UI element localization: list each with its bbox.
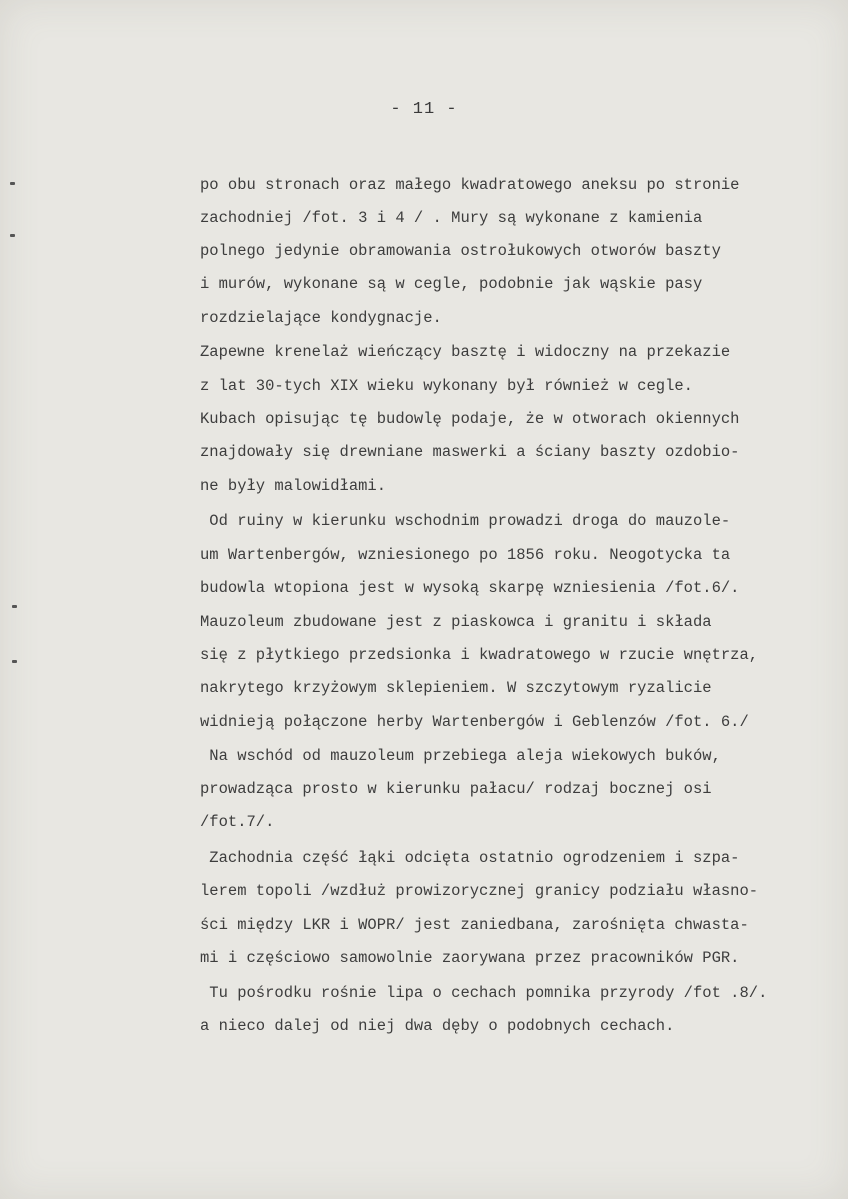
text-line: rozdzielające kondygnacje. [200,309,442,327]
margin-mark [10,182,15,185]
text-line: Mauzoleum zbudowane jest z piaskowca i granitu i składa [200,613,712,631]
text-line: po obu stronach oraz małego kwadratowego aneksu po stronie [200,176,740,194]
text-line: mi i częściowo samowolnie zaorywana przez pracowników PGR. [200,949,740,967]
text-line: nakrytego krzyżowym sklepieniem. W szczytowym ryzalicie [200,679,712,697]
text-line: budowla wtopiona jest w wysoką skarpę wzniesienia /fot.6/. [200,579,740,597]
margin-mark [12,660,17,663]
text-line: um Wartenbergów, wzniesionego po 1856 roku. Neogotycka ta [200,546,731,564]
margin-mark [10,234,15,237]
text-line: Kubach opisując tę budowlę podaje, że w otworach okiennych [200,410,740,428]
text-line: Tu pośrodku rośnie lipa o cechach pomnika przyrody /fot .8/. [200,984,768,1002]
text-line: Zachodnia część łąki odcięta ostatnio ogrodzeniem i szpa- [200,849,740,867]
text-line: zachodniej /fot. 3 i 4 / . Mury są wykonane z kamienia [200,209,703,227]
text-line: a nieco dalej od niej dwa dęby o podobnych cechach. [200,1017,675,1035]
text-line: Na wschód od mauzoleum przebiega aleja wiekowych buków, [200,747,721,765]
text-line: /fot.7/. [200,813,275,831]
text-line: lerem topoli /wzdłuż prowizorycznej granicy podziału własno- [200,882,759,900]
text-line: znajdowały się drewniane maswerki a ściany baszty ozdobio- [200,443,740,461]
text-line: ści między LKR i WOPR/ jest zaniedbana, zarośnięta chwasta- [200,916,749,934]
text-line: i murów, wykonane są w cegle, podobnie jak wąskie pasy [200,275,703,293]
page-number: - 11 - [390,100,458,119]
text-line: polnego jedynie obramowania ostrołukowych otworów baszty [200,242,721,260]
text-line: Zapewne krenelaż wieńczący basztę i widoczny na przekazie [200,343,731,361]
text-line: ne były malowidłami. [200,477,387,495]
text-line: z lat 30-tych XIX wieku wykonany był również w cegle. [200,377,693,395]
margin-mark [12,605,17,608]
text-line: widnieją połączone herby Wartenbergów i Geblenzów /fot. 6./ [200,713,749,731]
text-line: Od ruiny w kierunku wschodnim prowadzi droga do mauzole- [200,512,731,530]
text-line: prowadząca prosto w kierunku pałacu/ rodzaj bocznej osi [200,780,712,798]
text-line: się z płytkiego przedsionka i kwadratowego w rzucie wnętrza, [200,646,759,664]
